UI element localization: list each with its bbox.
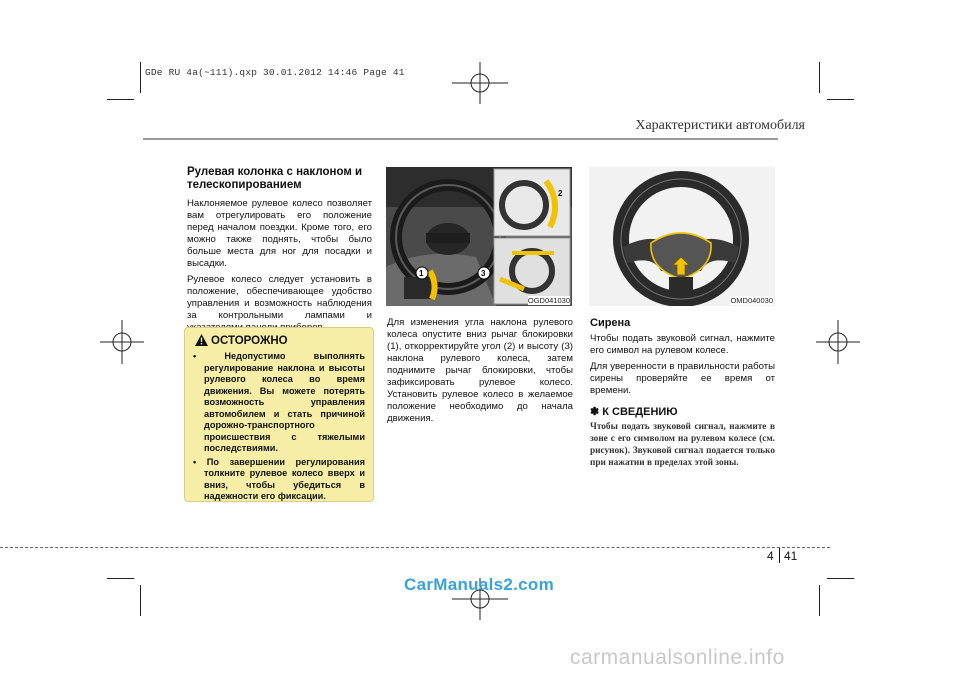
print-header: GDe RU 4a(~111).qxp 30.01.2012 14:46 Page 41 [145, 67, 405, 78]
chapter-number: 4 [767, 549, 774, 563]
warning-box [184, 327, 374, 502]
note-text: Чтобы подать звуковой сигнал, нажмите в зоне с его символом на рулевом колесе (см. рисунок). Звуковой сигнал подается только при нажатии в пределах этой зоны. [590, 422, 775, 468]
callout-2: 2 [558, 189, 563, 198]
steering-column-title: Рулевая колонка с наклоном и телескопированием [187, 166, 363, 191]
warning-title: ОСТОРОЖНО [211, 335, 288, 347]
crop-mark [140, 62, 141, 93]
registration-mark-icon [100, 320, 144, 364]
figure-caption: OMD040030 [730, 296, 773, 305]
paragraph: Наклоняемое рулевое колесо позволяет вам отрегулировать его положение перед началом поездки. Кроме того, его можно также поднять, чтобы было больше места для ног для посадки и высадки. [187, 198, 372, 269]
callout-3: 3 [481, 269, 486, 278]
crop-mark [819, 62, 820, 93]
paragraph: Для изменения угла наклона рулевого колеса опустите вниз рычаг блокировки (1), откорректируйте угол (2) и высоту (3) наклона рулевого колеса, затем поднимите рычаг блокировки, чтобы зафиксировать рулевое колесо. Установить рулевое колесо в желаемое положение необходимо до начала движения. [387, 317, 573, 424]
warning-list [193, 351, 365, 505]
steering-wheel-drawing [589, 167, 775, 306]
figure-caption: OGD041030 [527, 296, 570, 305]
column-3 [590, 317, 775, 469]
horn-title: Сирена [590, 317, 631, 329]
crop-mark [107, 99, 134, 100]
crop-mark [819, 585, 820, 616]
note-title: ✽ К СВЕДЕНИЮ [590, 406, 678, 418]
steering-photo [386, 167, 572, 306]
warning-item: • По завершении регулирования толкните рулевое колесо вверх и вниз, чтобы убедиться в надежности его фиксации. [193, 456, 365, 501]
registration-mark-icon [816, 320, 860, 364]
page-number: 41 [784, 549, 798, 563]
crop-mark [107, 578, 134, 579]
registration-mark-icon [452, 62, 508, 104]
warning-item: • Недопустимо выполнять регулирование наклона и высоты рулевого колеса во время движения. Вы можете потерять возможность управления автомобилем и стать причиной дорожно-транспортного происшествия с тяжелыми последствиями. [193, 351, 365, 453]
crop-mark [140, 585, 141, 616]
crop-mark [827, 99, 854, 100]
horn-figure [589, 167, 775, 306]
watermark-text: carmanualsonline.info [570, 646, 785, 669]
column-1 [187, 166, 372, 338]
section-title: Характеристики автомобиля [635, 118, 805, 133]
column-2 [387, 317, 573, 429]
watermark-logo[interactable]: CarManuals2.com [404, 575, 554, 594]
paragraph: Рулевое колесо следует установить в положение, обеспечивающее удобство управления и возможность наблюдения за контрольными лампами и [187, 274, 372, 321]
crop-mark [827, 578, 854, 579]
footer-rule [0, 547, 830, 548]
header-rule [143, 138, 778, 140]
callout-1: 1 [419, 269, 424, 278]
steering-adjust-figure [386, 167, 572, 306]
page-divider [779, 548, 780, 563]
paragraph: Чтобы подать звуковой сигнал, нажмите его символ на рулевом колесе. [590, 333, 775, 356]
paragraph: Для уверенности в правильности работы сирены проверяйте ее время от времени. [590, 361, 775, 396]
warning-triangle-icon [195, 334, 208, 346]
